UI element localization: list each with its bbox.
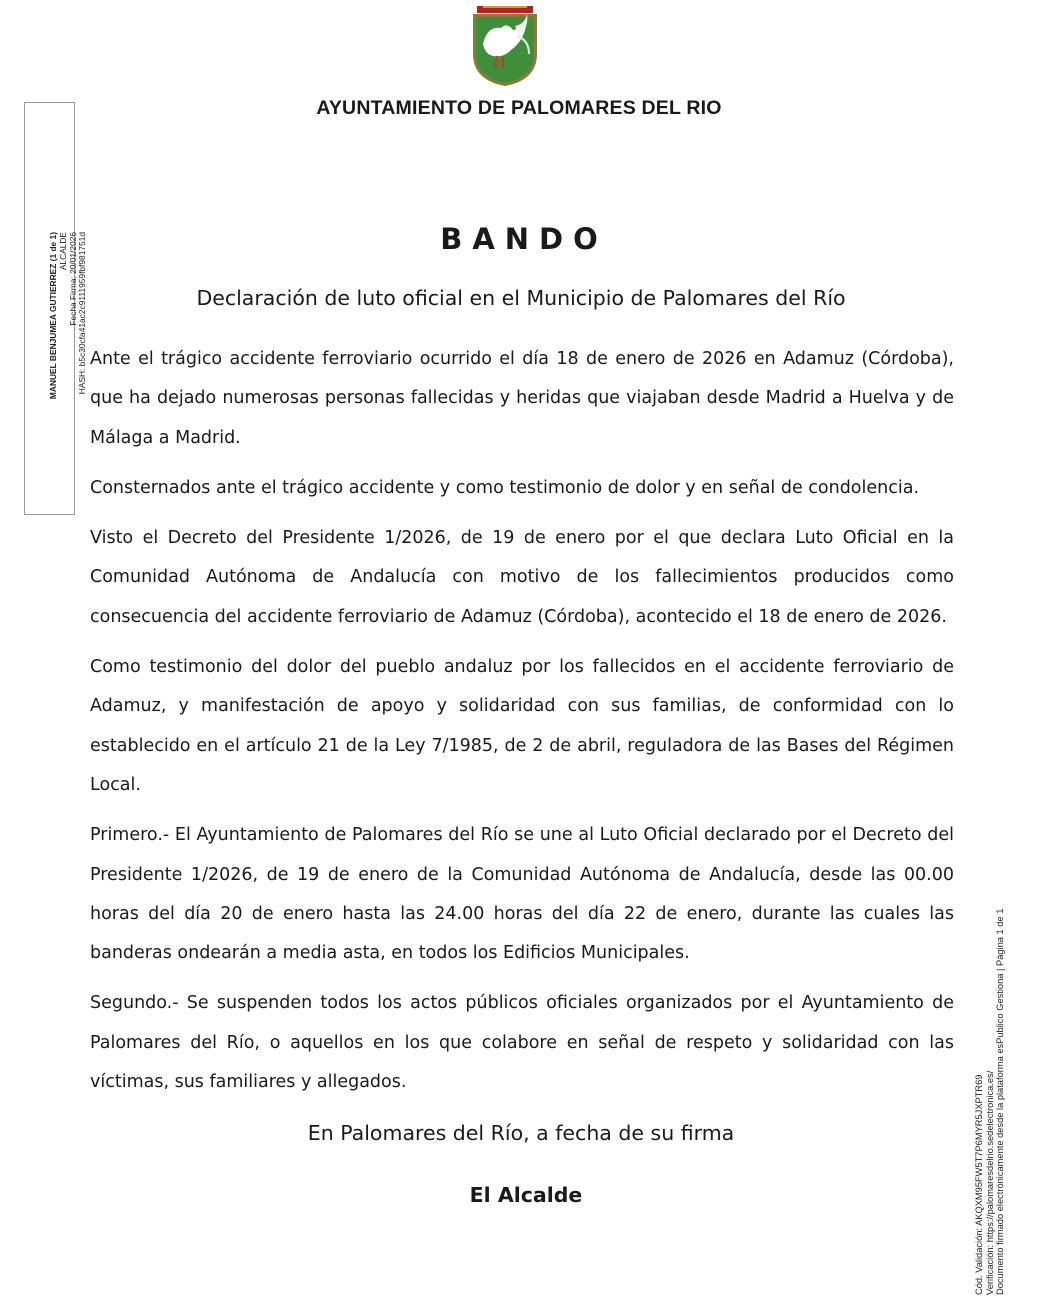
municipal-crest-logo <box>467 6 543 88</box>
paragraph: Consternados ante el trágico accidente y como testimonio de dolor y en señal de condolencia. <box>90 477 920 498</box>
paragraph: Como testimonio del dolor del pueblo andaluz por los fallecidos en el accidente ferroviario de Adamuz, y manifestación de apoyo y solidaridad con sus familias, de conformidad con lo establecido en el artículo 21 de la Ley 7/1985, de 2 de abril, reguladora de las Bases del Régimen Local. <box>90 657 954 795</box>
paragraph: Ante el trágico accidente ferroviario ocurrido el día 18 de enero de 2026 en Adamuz (Córdoba), que ha dejado numerosas personas fallecidas y heridas que viajaban desde Madrid a Huelva y de Málaga a Madrid. <box>90 349 954 448</box>
signature-stamp-text <box>49 232 88 432</box>
signer-name: MANUEL BENJUMEA GUTIERREZ (1 de 1) <box>48 232 58 400</box>
closing-line: En Palomares del Río, a fecha de su firma <box>307 1121 735 1145</box>
signer-role: ALCALDE <box>57 232 68 271</box>
signatory: El Alcalde <box>469 1183 583 1207</box>
organization-name: AYUNTAMIENTO DE PALOMARES DEL RIO <box>316 97 722 119</box>
validation-footer <box>974 835 1006 1295</box>
verification-url: Verificación: https://palomaresdelrio.sedelectronica.es/ <box>984 1070 995 1295</box>
signature-date: Fecha Firma: 20/01/2026 <box>67 232 78 326</box>
document-title: BANDO <box>440 222 608 256</box>
paragraph: Visto el Decreto del Presidente 1/2026, de 19 de enero por el que declara Luto Oficial en la Comunidad Autónoma de Andalucía con motivo de los fallecimientos producidos como consecuencia del accidente ferroviario de Adamuz (Córdoba), acontecido el 18 de enero de 2026. <box>90 528 954 627</box>
document-body <box>90 340 954 1113</box>
validation-code: Cód. Validación: AKQXM95FW5T7P6MYR5JXPTR69 <box>974 1074 984 1295</box>
platform-note: Documento firmado electrónicamente desde la plataforma esPublico Gestiona | Página 1 de 1 <box>995 908 1006 1295</box>
signature-hash: HASH: b5c30cfa41ac2c9111959fbf981751d <box>77 232 88 395</box>
document-subtitle: Declaración de luto oficial en el Municipio de Palomares del Río <box>196 286 846 310</box>
paragraph: Primero.- El Ayuntamiento de Palomares del Río se une al Luto Oficial declarado por el Decreto del Presidente 1/2026, de 19 de enero de la Comunidad Autónoma de Andalucía, desde las 00.00 horas del día 20 de enero hasta las 24.00 horas del día 22 de enero, durante las cuales las banderas ondearán a media asta, en todos los Edificios Municipales. <box>90 825 954 964</box>
paragraph: Segundo.- Se suspenden todos los actos públicos oficiales organizados por el Ayuntamiento de Palomares del Río, o aquellos en los que colabore en señal de respeto y solidaridad con las víctimas, sus familiares y allegados. <box>90 993 954 1093</box>
